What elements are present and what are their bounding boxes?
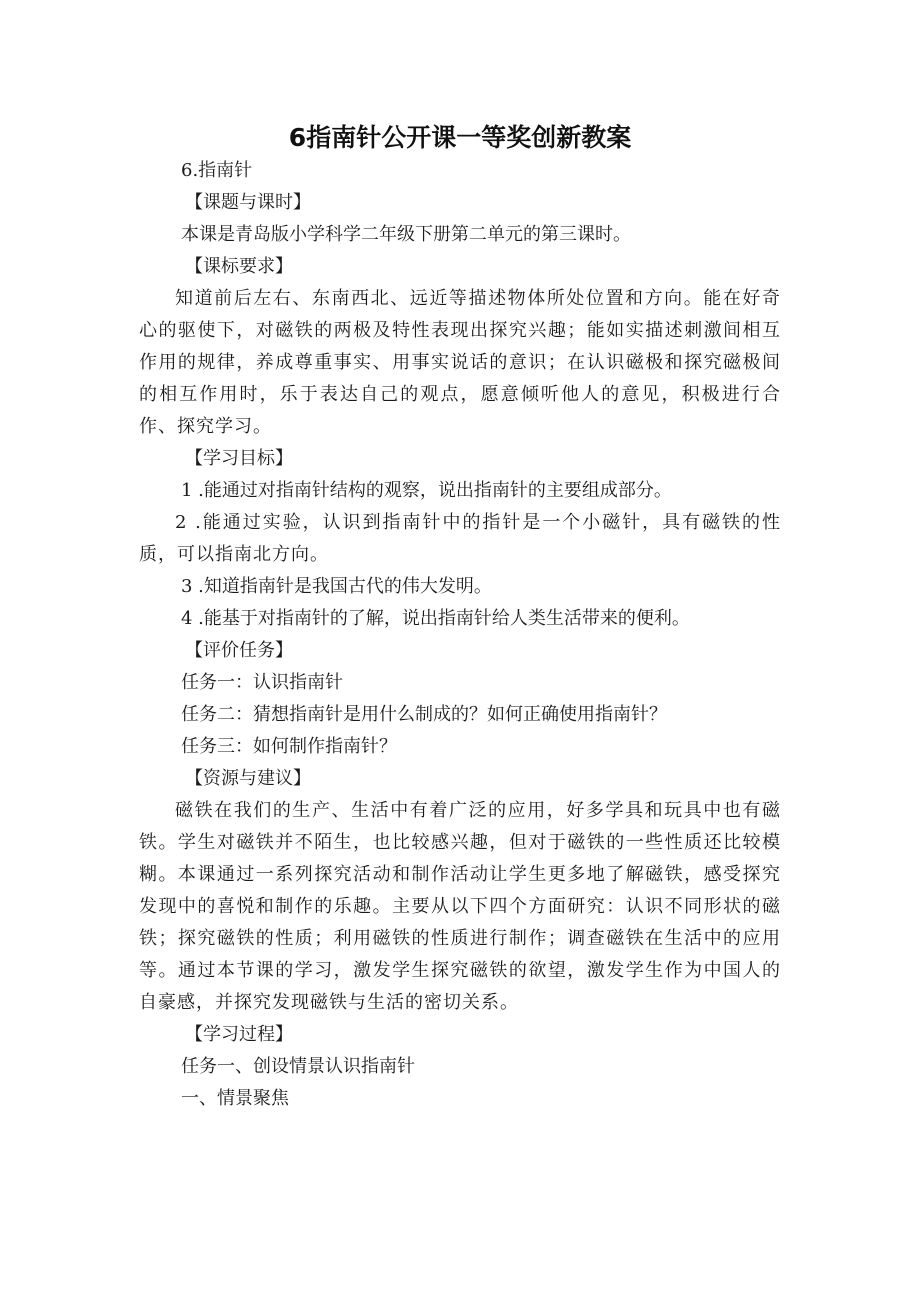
standards-text: 知道前后左右、东南西北、远近等描述物体所处位置和方向。能在好奇心的驱使下，对磁铁的两极及特性表现出探究兴趣；能如实描述刺激间相互作用的规律，养成尊重事实、用事实说话的意识；在认识磁极和探究磁极间的相互作用时，乐于表达自己的观点，愿意倾听他人的意见，积极进行合作、探究学习。: [139, 288, 781, 437]
section-heading-standards: 【课标要求】: [185, 256, 293, 277]
document-title: 6指南针公开课一等奖创新教案: [288, 123, 632, 152]
lesson-name: 6.指南针: [181, 160, 253, 181]
section-heading-objectives: 【学习目标】: [185, 448, 293, 469]
topic-text: 本课是青岛版小学科学二年级下册第二单元的第三课时。: [181, 224, 631, 245]
section-heading-topic: 【课题与课时】: [185, 192, 311, 213]
task-item-3: 任务三：如何制作指南针？: [181, 736, 397, 757]
section-heading-resources: 【资源与建议】: [185, 768, 311, 789]
section-heading-tasks: 【评价任务】: [185, 640, 293, 661]
task-item-1: 任务一：认识指南针: [181, 672, 343, 693]
objective-item-2: 2 .能通过实验，认识到指南针中的指针是一个小磁针，具有磁铁的性质，可以指南北方向。: [139, 512, 781, 565]
objective-item-4: 4 .能基于对指南针的了解，说出指南针给人类生活带来的便利。: [181, 608, 690, 629]
task-item-2: 任务二：猜想指南针是用什么制成的？如何正确使用指南针？: [181, 704, 667, 725]
objective-item-1: 1 .能通过对指南针结构的观察，说出指南针的主要组成部分。: [181, 480, 672, 501]
section-heading-process: 【学习过程】: [185, 1024, 293, 1045]
document-body: [139, 155, 781, 1115]
resources-text: 磁铁在我们的生产、生活中有着广泛的应用，好多学具和玩具中也有磁铁。学生对磁铁并不陌生，也比较感兴趣，但对于磁铁的一些性质还比较模糊。本课通过一系列探究活动和制作活动让学生更多地了解磁铁，感受探究发现中的喜悦和制作的乐趣。主要从以下四个方面研究：认识不同形状的磁铁；探究磁铁的性质；利用磁铁的性质进行制作；调查磁铁在生活中的应用等。通过本节课的学习，激发学生探究磁铁的欲望，激发学生作为中国人的自豪感，并探究发现磁铁与生活的密切关系。: [139, 800, 781, 1013]
objective-item-3: 3 .知道指南针是我国古代的伟大发明。: [181, 576, 492, 597]
process-step-1: 一、情景聚焦: [181, 1088, 289, 1109]
process-task-1: 任务一、创设情景认识指南针: [181, 1056, 415, 1077]
